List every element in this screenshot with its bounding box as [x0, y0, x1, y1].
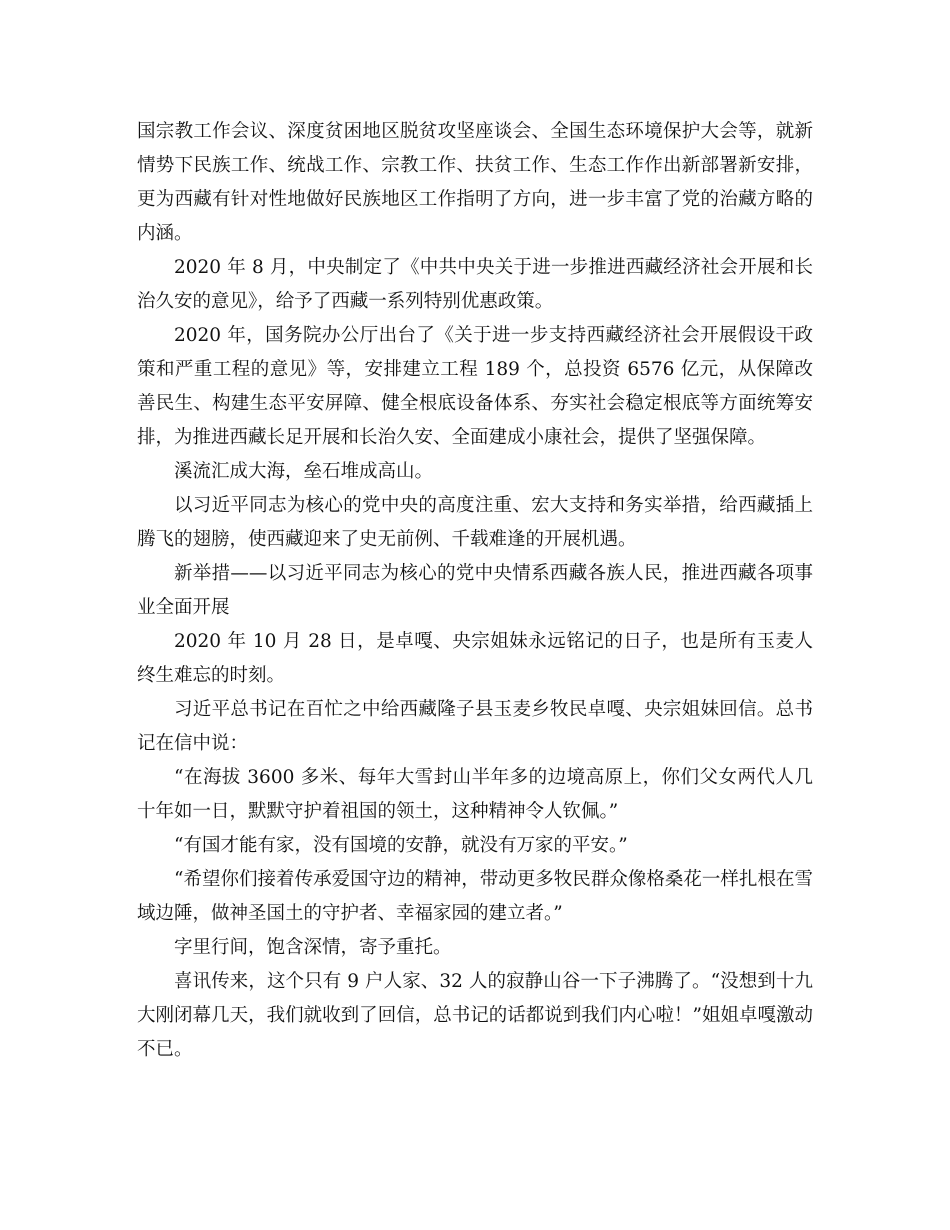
- paragraph-8: 习近平总书记在百忙之中给西藏隆子县玉麦乡牧民卓嘎、央宗姐妹回信。总书记在信中说：: [137, 699, 813, 754]
- paragraph-12: 字里行间，饱含深情，寄予重托。: [174, 937, 452, 958]
- paragraph-6: 新举措——以习近平同志为核心的党中央情系西藏各族人民，推进西藏各项事业全面开展: [137, 563, 813, 618]
- paragraph-7: 2020 年 10 月 28 日，是卓嘎、央宗姐妹永远铭记的日子，也是所有玉麦人终生难忘的时刻。: [137, 631, 813, 686]
- quote-paragraph-2: “有国才能有家，没有国境的安静，就没有万家的平安。”: [174, 835, 628, 856]
- paragraph-2: 2020 年 8 月，中央制定了《中共中央关于进一步推进西藏经济社会开展和长治久安的意见》，给予了西藏一系列特别优惠政策。: [137, 257, 813, 312]
- paragraph-4: 溪流汇成大海，垒石堆成高山。: [174, 461, 434, 482]
- paragraph-3: 2020 年，国务院办公厅出台了《关于进一步支持西藏经济社会开展假设干政策和严重工程的意见》等，安排建立工程 189 个，总投资 6576 亿元，从保障改善民生、构建生态平安屏障、健全根底设备体系、夯实社会稳定根底等方面统筹安排，为推进西藏长足开展和长治久安、全面建成小康社会，提供了坚强保障。: [137, 325, 813, 448]
- paragraph-1: 国宗教工作会议、深度贫困地区脱贫攻坚座谈会、全国生态环境保护大会等，就新情势下民族工作、统战工作、宗教工作、扶贫工作、生态工作作出新部署新安排，更为西藏有针对性地做好民族地区工作指明了方向，进一步丰富了党的治藏方略的内涵。: [137, 121, 813, 244]
- paragraph-5: 以习近平同志为核心的党中央的高度注重、宏大支持和务实举措，给西藏插上腾飞的翅膀，使西藏迎来了史无前例、千载难逢的开展机遇。: [137, 495, 813, 550]
- paragraph-13: 喜讯传来，这个只有 9 户人家、32 人的寂静山谷一下子沸腾了。“没想到十九大刚闭幕几天，我们就收到了回信，总书记的话都说到我们内心啦！”姐姐卓嘎激动不已。: [137, 971, 813, 1060]
- quote-paragraph-1: “在海拔 3600 多米、每年大雪封山半年多的边境高原上，你们父女两代人几十年如一日，默默守护着祖国的领土，这种精神令人钦佩。”: [137, 767, 813, 822]
- quote-paragraph-3: “希望你们接着传承爱国守边的精神，带动更多牧民群众像格桑花一样扎根在雪域边陲，做神圣国土的守护者、幸福家园的建立者。”: [137, 869, 813, 924]
